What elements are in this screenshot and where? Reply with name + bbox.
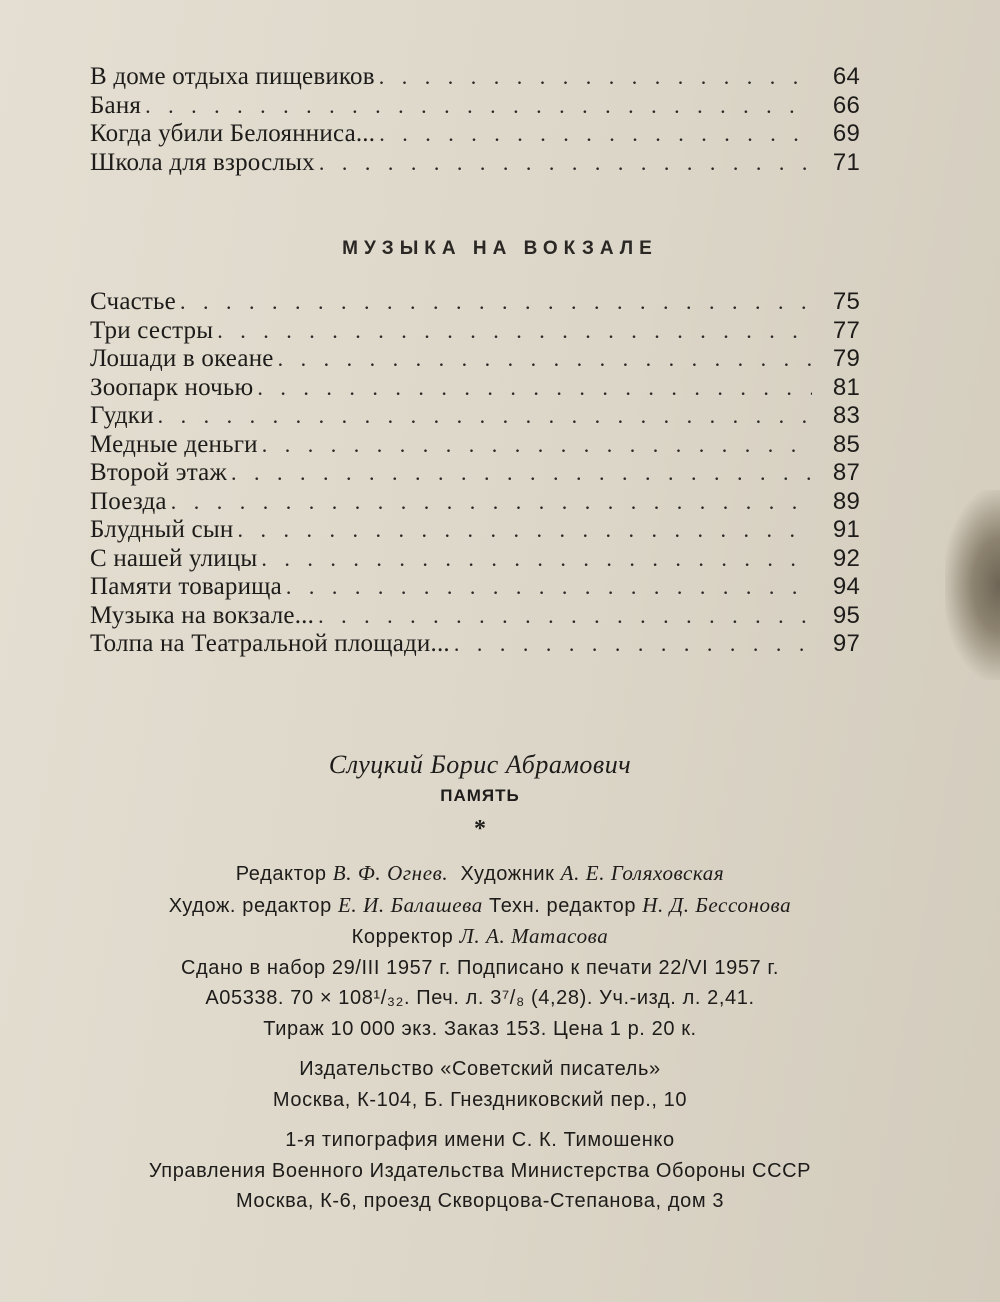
art-editor-name: Е. И. Балашева	[337, 892, 483, 917]
toc-entry-page: 92	[832, 544, 860, 572]
toc-list-part1	[90, 63, 860, 177]
print-run-line: Тираж 10 000 экз. Заказ 153. Цена 1 р. 20 к.	[263, 1017, 697, 1040]
printer-line: 1-я типография имени С. К. Тимошенко	[285, 1129, 675, 1151]
dot-leader	[319, 149, 812, 178]
dot-leader	[278, 345, 812, 374]
spacer	[40, 1115, 920, 1125]
toc-entry-title: Счастье	[90, 288, 176, 315]
toc-entry-page: 81	[832, 373, 860, 401]
tech-editor-label: Техн. редактор	[489, 894, 637, 917]
spacer	[40, 1044, 920, 1054]
toc-list-part2	[90, 288, 860, 659]
dot-leader	[262, 431, 812, 460]
toc-entry	[90, 288, 860, 317]
toc-entry-page: 89	[832, 487, 860, 515]
toc-entry-title: Гудки	[90, 402, 154, 429]
tech-editor-name: Н. Д. Бессонова	[642, 892, 792, 917]
toc-entry-page: 87	[832, 459, 860, 486]
toc-entry-page: 71	[832, 148, 860, 176]
proofreader-line	[40, 921, 920, 953]
editor-line	[40, 858, 920, 890]
toc-entry	[90, 459, 860, 488]
format-line: А05338. 70 × 108¹/₃₂. Печ. л. 3⁷/₈ (4,28). Уч.-изд. л. 2,41.	[205, 987, 755, 1009]
toc-entry-page: 64	[832, 63, 860, 90]
artist-name: А. Е. Голяховская	[560, 861, 725, 885]
toc-entry-title: Баня	[90, 91, 142, 119]
dot-leader	[318, 602, 812, 631]
toc-entry	[90, 488, 860, 517]
dot-leader	[379, 120, 812, 149]
toc-entry-title: В доме отдыха пищевиков	[90, 63, 375, 90]
toc-entry-title: Памяти товарища	[90, 573, 282, 600]
dot-leader	[257, 374, 812, 403]
dot-leader	[231, 459, 812, 488]
toc-entry	[90, 317, 860, 346]
toc-entry	[90, 630, 860, 659]
toc-entry-title: Второй этаж	[90, 459, 227, 486]
toc-entry-page: 91	[832, 516, 860, 543]
toc-entry-page: 95	[832, 601, 860, 629]
toc-entry	[90, 402, 860, 431]
toc-entry-page: 77	[832, 316, 860, 344]
toc-entry-page: 66	[832, 91, 860, 119]
toc-entry-page: 75	[832, 288, 860, 315]
toc-entry	[90, 92, 860, 121]
art-editor-label: Худож. редактор	[168, 894, 332, 917]
artist-label: Художник	[460, 863, 555, 885]
printer-address-line: Москва, К-6, проезд Скворцова-Степанова, дом 3	[235, 1190, 725, 1212]
proofreader-name: Л. А. Матасова	[459, 924, 609, 948]
page-edge-shadow	[945, 490, 1000, 680]
dot-leader	[454, 630, 812, 659]
toc-entry-page: 69	[832, 120, 860, 147]
toc-entry-title: Поезда	[90, 487, 167, 515]
toc-entry-page: 79	[832, 345, 860, 372]
colophon	[40, 858, 920, 1217]
dot-leader	[286, 573, 812, 602]
toc-entry	[90, 149, 860, 178]
toc-entry-title: С нашей улицы	[90, 544, 258, 572]
toc-entry	[90, 374, 860, 403]
dot-leader	[237, 516, 812, 545]
toc-entry-title: Лошади в океане	[90, 345, 274, 372]
dot-leader	[261, 545, 812, 574]
toc-entry	[90, 431, 860, 460]
toc-entry	[90, 63, 860, 92]
toc-entry	[90, 516, 860, 545]
dot-leader	[379, 63, 812, 92]
toc-entry	[90, 120, 860, 149]
printer-org-line: Управления Военного Издательства Министерства Обороны СССР	[148, 1159, 812, 1182]
editor-name: В. Ф. Огнев.	[332, 861, 449, 885]
proofreader-label: Корректор	[351, 926, 454, 948]
book-title: ПАМЯТЬ	[440, 786, 520, 805]
toc-entry-title: Когда убили Белоянниса...	[90, 120, 376, 147]
section-heading: МУЗЫКА НА ВОКЗАЛЕ	[342, 238, 658, 259]
toc-entry	[90, 545, 860, 574]
toc-entry-page: 85	[832, 430, 860, 458]
toc-entry	[90, 602, 860, 631]
toc-entry	[90, 345, 860, 374]
toc-entry-title: Толпа на Театральной площади...	[90, 630, 450, 657]
publisher-address-line: Москва, К-104, Б. Гнездниковский пер., 10	[272, 1088, 688, 1111]
dot-leader	[171, 488, 812, 517]
dot-leader	[158, 402, 812, 431]
dot-leader	[145, 92, 812, 121]
toc-entry-page: 97	[832, 630, 860, 657]
toc-entry-title: Медные деньги	[90, 430, 258, 458]
dates-line: Сдано в набор 29/III 1957 г. Подписано к печати 22/VI 1957 г.	[180, 956, 780, 979]
editor-label: Редактор	[235, 863, 327, 885]
dot-leader	[217, 317, 812, 346]
toc-entry-title: Три сестры	[90, 316, 214, 344]
author-name: Слуцкий Борис Абрамович	[328, 750, 632, 779]
separator-asterisk: *	[474, 816, 486, 842]
toc-entry-title: Зоопарк ночью	[90, 373, 254, 401]
art-editor-line	[40, 890, 920, 922]
toc-entry-page: 83	[832, 402, 860, 429]
toc-entry-page: 94	[832, 573, 860, 600]
toc-entry	[90, 573, 860, 602]
publisher-line: Издательство «Советский писатель»	[299, 1058, 661, 1080]
dot-leader	[180, 288, 812, 317]
toc-entry-title: Школа для взрослых	[90, 148, 315, 176]
toc-entry-title: Блудный сын	[90, 516, 234, 543]
toc-entry-title: Музыка на вокзале...	[90, 601, 315, 629]
